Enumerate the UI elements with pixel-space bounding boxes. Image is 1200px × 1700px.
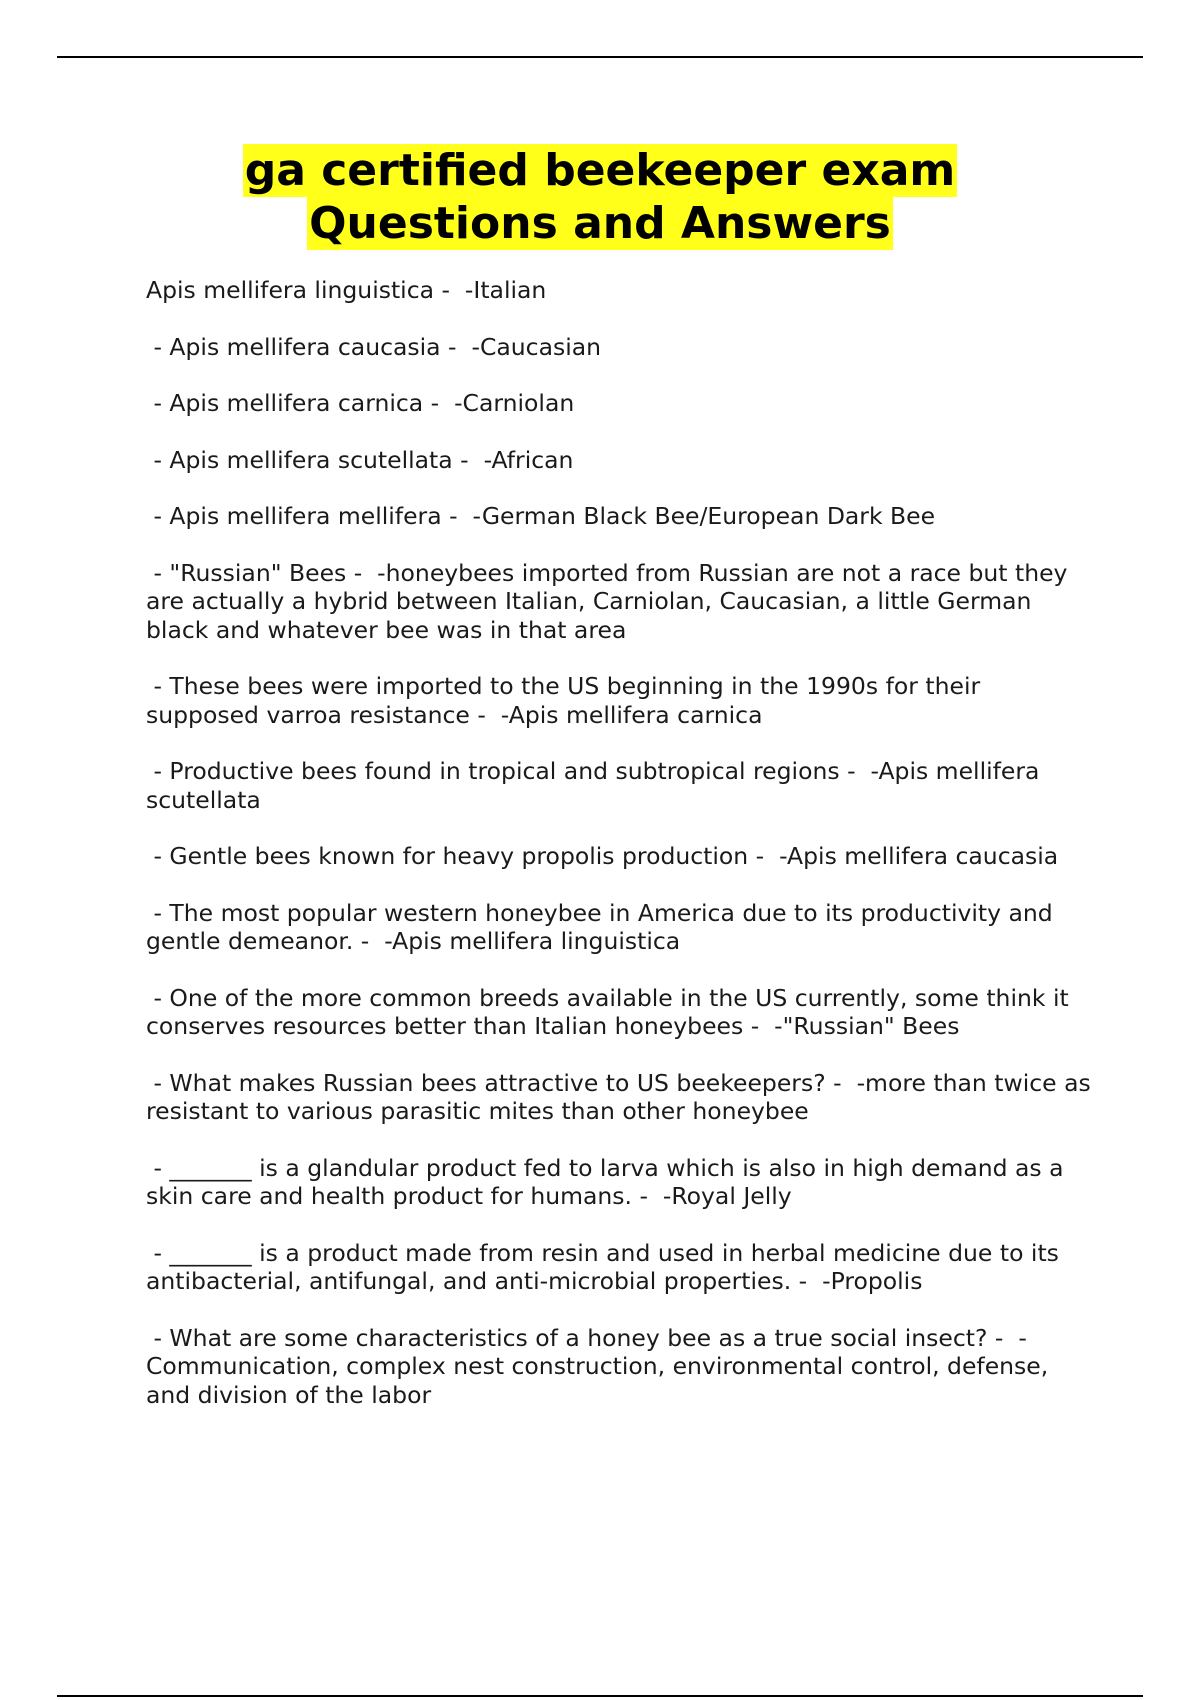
- qa-entry: - The most popular western honeybee in America due to its productivity and gentle demeanor. - -Apis mellifera linguistica: [146, 898, 1061, 955]
- qa-entry: - One of the more common breeds available in the US currently, some think it conserves resources better than Italian honeybees - -"Russian" Bees: [146, 983, 1077, 1040]
- qa-entry: - Productive bees found in tropical and subtropical regions - -Apis mellifera scutellata: [146, 757, 1047, 814]
- qa-entry: - _______ is a glandular product fed to larva which is also in high demand as a skin care and health product for humans. - -Royal Jelly: [146, 1153, 1072, 1210]
- top-divider: [57, 56, 1143, 58]
- qa-entry: - What makes Russian bees attractive to US beekeepers? - -more than twice as resistant to various parasitic mites than other honeybee: [146, 1068, 1099, 1125]
- qa-list: [146, 276, 1099, 1437]
- qa-entry: - What are some characteristics of a honey bee as a true social insect? - -Communication, complex nest construction, environmental control, defense, and division of the labor: [146, 1323, 1056, 1409]
- qa-entry: Apis mellifera linguistica - -Italian: [146, 276, 547, 304]
- qa-entry: - Apis mellifera carnica - -Carniolan: [146, 389, 575, 417]
- bottom-divider: [57, 1695, 1143, 1697]
- qa-entry: - Apis mellifera mellifera - -German Black Bee/European Dark Bee: [146, 502, 936, 530]
- qa-entry: - Apis mellifera caucasia - -Caucasian: [146, 332, 602, 361]
- qa-entry: - _______ is a product made from resin and used in herbal medicine due to its antibacterial, antifungal, and anti-microbial properties. - -Propolis: [146, 1238, 1067, 1295]
- qa-entry: - Gentle bees known for heavy propolis production - -Apis mellifera caucasia: [146, 842, 1059, 870]
- title-line-1: ga certified beekeeper exam: [244, 145, 956, 196]
- qa-entry: - "Russian" Bees - -honeybees imported from Russian are not a race but they are actually a hybrid between Italian, Carniolan, Caucasian, a little German black and whatever bee was in that area: [146, 558, 1075, 644]
- title-line-2: Questions and Answers: [309, 198, 891, 249]
- qa-entry: - Apis mellifera scutellata - -African: [146, 445, 574, 474]
- qa-entry: - These bees were imported to the US beginning in the 1990s for their supposed varroa resistance - -Apis mellifera carnica: [146, 672, 988, 729]
- document-title: [0, 144, 1200, 250]
